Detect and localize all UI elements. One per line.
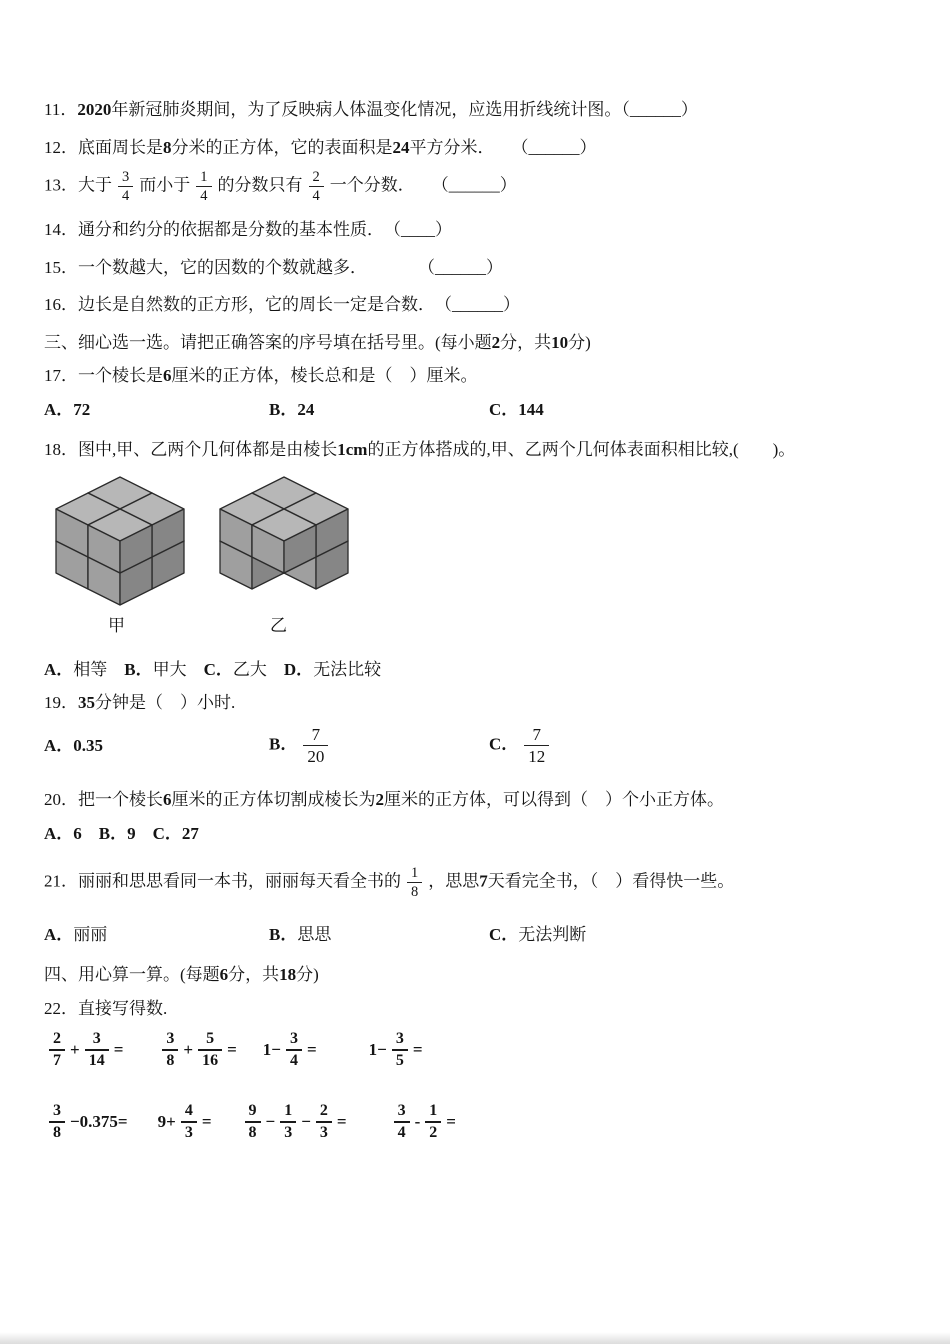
text-run: 无法判断 [518, 924, 587, 944]
text-run: = [336, 1112, 347, 1131]
text-run: 6 [163, 366, 172, 386]
fraction: $\frac{1}{2}$ [425, 1101, 441, 1143]
question-20-options [44, 821, 904, 847]
fraction: $\frac{7}{20}$ [303, 724, 328, 768]
fraction: $\frac{3}{4}$ [286, 1029, 302, 1071]
text-run: 24 [392, 137, 410, 157]
text-run: 19． [44, 693, 78, 713]
question-16 [44, 292, 904, 318]
fraction: $\frac{1}{3}$ [280, 1101, 296, 1143]
text-run: 6 [219, 965, 229, 984]
section-4-heading [44, 962, 904, 988]
question-19-options [44, 724, 904, 768]
option-b [269, 397, 489, 423]
text-run: 11． [44, 100, 78, 119]
option-c [489, 397, 544, 423]
text-run: 22．直接写得数. [44, 998, 168, 1018]
text-run: + [183, 1040, 194, 1059]
option-c [489, 922, 586, 948]
text-run: 17．一个棱长是 [44, 366, 163, 386]
question-15 [44, 255, 904, 281]
text-run: 平方分米． （______） [409, 137, 597, 157]
question-13 [44, 168, 904, 205]
text-run: = [446, 1112, 456, 1131]
question-11 [44, 97, 904, 123]
question-21-options [44, 922, 904, 948]
fraction: $\frac{4}{3}$ [181, 1101, 197, 1143]
text-run: = [201, 1112, 212, 1131]
fraction: $\frac{3}{14}$ [85, 1029, 109, 1071]
expression [44, 1101, 128, 1143]
text-run: ，思思 [428, 871, 480, 891]
text-run: 三、细心选一选。请把正确答案的序号填在括号里。(每小题 [44, 332, 492, 352]
expression [157, 1029, 236, 1071]
question-14 [44, 217, 904, 243]
text-run: = [227, 1040, 237, 1059]
option-b [269, 724, 489, 768]
text-run: 厘米的正方体，棱长总和是（ ）厘米。 [171, 366, 478, 386]
expression [158, 1101, 212, 1143]
fraction: $\frac{2}{7}$ [49, 1029, 65, 1071]
text-run: 四、用心算一算。(每题 [44, 965, 220, 984]
text-run: 厘米的正方体切割成棱长为 [171, 790, 376, 810]
text-run: 乙大 [232, 659, 284, 679]
text-run: − [265, 1112, 276, 1131]
text-run: 丽丽 [73, 924, 108, 944]
text-run: 2 [375, 790, 384, 810]
text-run: 无法比较 [313, 659, 382, 679]
text-run: 的分数只有 [217, 175, 303, 195]
text-run: 分) [568, 332, 591, 352]
question-18-figure [48, 471, 904, 645]
expression [263, 1029, 317, 1071]
question-17-options [44, 397, 904, 423]
figure-label-yi: 乙 [270, 615, 287, 635]
text-run: 20．把一个棱长 [44, 790, 163, 810]
text-run: A．0.35 [44, 735, 104, 755]
expression [369, 1029, 423, 1071]
text-run: 分) [296, 965, 319, 984]
text-run: A． [44, 924, 74, 944]
fraction: $\frac{3}{8}$ [49, 1101, 65, 1143]
text-run: A．6 B．9 C．27 [44, 823, 199, 843]
text-run: 7 [479, 871, 488, 891]
question-19 [44, 690, 904, 716]
text-run: − [301, 1112, 311, 1131]
text-run: 35 [78, 693, 95, 713]
text-run: B． [269, 924, 298, 944]
option-a [44, 397, 269, 423]
text-run: 厘米的正方体，可以得到（ ）个小正方体。 [384, 790, 724, 810]
text-run: = [306, 1040, 317, 1059]
text-run: −0.375= [70, 1112, 128, 1131]
text-run: 思思 [297, 924, 332, 944]
page-bottom-edge [0, 1332, 950, 1344]
text-run: 相等 [73, 659, 125, 679]
fraction: $\frac{3}{4}$ [394, 1101, 410, 1143]
section-3-heading [44, 330, 904, 356]
text-run: + [70, 1040, 80, 1059]
text-run: = [113, 1040, 124, 1059]
text-run: 的正方体搭成的,甲、乙两个几何体表面积相比较,( )。 [367, 440, 796, 460]
text-run: C． [203, 659, 233, 679]
text-run: 16．边长是自然数的正方形，它的周长一定是合数． （______） [44, 295, 520, 315]
text-run: A．72 [44, 399, 91, 419]
fraction: $\frac{1}{4}$ [196, 168, 211, 205]
text-run: 6 [163, 790, 172, 810]
text-run: A． [44, 659, 74, 679]
expression [240, 1101, 347, 1143]
fraction: $\frac{2}{4}$ [309, 168, 324, 205]
text-run: B． [269, 734, 298, 754]
text-run: 年新冠肺炎期间，为了反映病人体温变化情况，应选用折线统计图。（______） [111, 100, 698, 119]
question-18-options [44, 657, 904, 683]
expression [44, 1029, 123, 1071]
text-run: 10 [551, 332, 569, 352]
text-run: 分米的正方体，它的表面积是 [171, 137, 393, 157]
text-run: 分，共 [228, 965, 280, 984]
figure-label-jia: 甲 [108, 615, 125, 635]
question-20 [44, 787, 904, 813]
question-21 [44, 864, 904, 901]
text-run: 1cm [337, 440, 368, 460]
text-run: - [414, 1112, 421, 1131]
text-run: 一个分数． （______） [329, 175, 517, 195]
text-run: 天看完全书，（ ）看得快一些。 [487, 871, 735, 891]
option-a [44, 922, 269, 948]
fraction: $\frac{7}{12}$ [524, 724, 549, 768]
text-run: 9+ [157, 1112, 176, 1131]
text-run: 分，共 [500, 332, 552, 352]
text-run: 分钟是（ ）小时. [95, 693, 236, 713]
fraction: $\frac{3}{5}$ [392, 1029, 408, 1071]
text-run: C． [489, 924, 519, 944]
text-run: 2 [491, 332, 501, 352]
text-run: B．24 [269, 399, 315, 419]
text-run: 15．一个数越大，它的因数的个数就越多． （______） [44, 257, 503, 277]
text-run: 2020 [77, 100, 112, 119]
question-17 [44, 363, 904, 389]
question-18 [44, 437, 904, 463]
calc-row-2 [44, 1101, 904, 1143]
fraction: $\frac{1}{8}$ [407, 864, 422, 901]
text-run: 18 [279, 965, 297, 984]
fraction: $\frac{9}{8}$ [245, 1101, 261, 1143]
cube-figure-svg [48, 471, 368, 611]
text-run: 而小于 [139, 175, 191, 195]
expression [389, 1101, 456, 1143]
text-run: B． [124, 659, 153, 679]
text-run: = [412, 1040, 423, 1059]
text-run: 18．图中,甲、乙两个几何体都是由棱长 [44, 440, 338, 460]
text-run: C． [489, 734, 519, 754]
text-run: 8 [163, 137, 172, 157]
option-a [44, 733, 269, 759]
text-run: C．144 [489, 399, 544, 419]
text-run: 甲大 [152, 659, 204, 679]
calc-row-1 [44, 1029, 904, 1071]
text-run: D． [283, 659, 314, 679]
option-b [269, 922, 489, 948]
text-run: 21．丽丽和思思看同一本书，丽丽每天看全书的 [44, 871, 401, 891]
fraction: $\frac{3}{8}$ [162, 1029, 178, 1071]
text-run: 12．底面周长是 [44, 137, 163, 157]
question-22 [44, 996, 904, 1022]
text-run: 14．通分和约分的依据都是分数的基本性质． （____） [44, 220, 452, 240]
fraction: $\frac{3}{4}$ [118, 168, 133, 205]
text-run: 1− [262, 1040, 281, 1059]
fraction: $\frac{2}{3}$ [316, 1101, 332, 1143]
question-12 [44, 135, 904, 161]
option-c [489, 724, 555, 768]
text-run: 1− [368, 1040, 387, 1059]
fraction: $\frac{5}{16}$ [198, 1029, 222, 1071]
text-run: 13．大于 [44, 175, 112, 195]
